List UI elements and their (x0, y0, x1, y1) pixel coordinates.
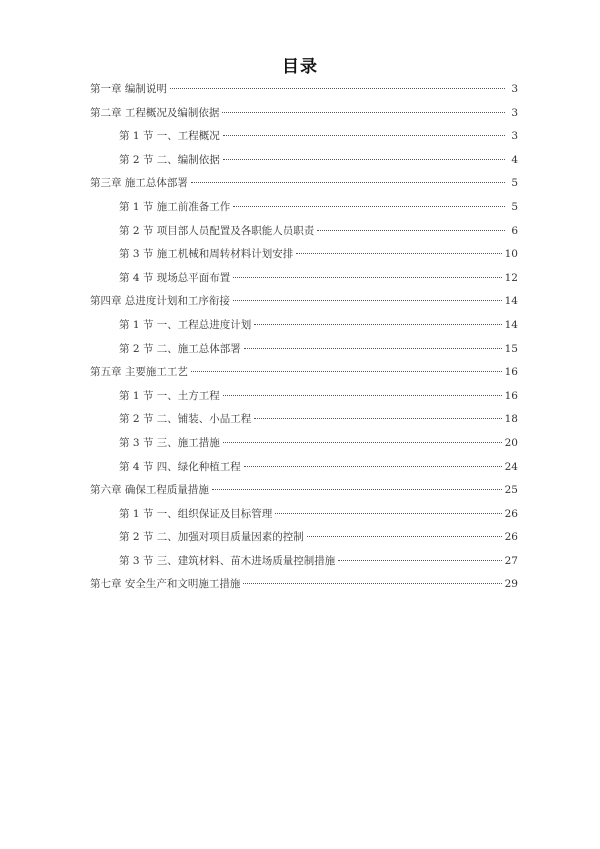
toc-page-number: 4 (511, 153, 518, 166)
toc-section-entry[interactable] (90, 316, 518, 340)
dot-leader (223, 159, 505, 160)
dot-leader (233, 300, 502, 301)
toc-entry-label: 第七章 安全生产和文明施工措施 (90, 578, 241, 591)
toc-page-number: 16 (504, 389, 518, 402)
toc-page-number: 5 (511, 200, 518, 213)
toc-section-entry[interactable] (90, 505, 518, 529)
dot-leader (223, 442, 502, 443)
dot-leader (296, 253, 501, 254)
toc-page-number: 26 (504, 507, 518, 520)
toc-entry-label: 第二章 工程概况及编制依据 (90, 106, 220, 119)
dot-leader (307, 536, 502, 537)
toc-list (90, 80, 518, 599)
toc-entry-label: 第 1 节 一、工程概况 (119, 130, 220, 143)
dot-leader (191, 371, 502, 372)
toc-chapter-entry[interactable] (90, 80, 518, 104)
dot-leader (222, 112, 505, 113)
toc-page-number: 3 (511, 130, 518, 143)
toc-entry-label: 第一章 编制说明 (90, 83, 167, 95)
dot-leader (275, 513, 501, 514)
dot-leader (254, 324, 501, 325)
toc-chapter-entry[interactable] (90, 292, 518, 316)
toc-page-number: 6 (511, 224, 518, 237)
toc-chapter-entry[interactable] (90, 363, 518, 387)
toc-page-number: 14 (504, 318, 518, 331)
toc-page-number: 24 (504, 460, 518, 473)
toc-entry-label: 第 1 节 一、土方工程 (119, 389, 220, 402)
toc-section-entry[interactable] (90, 340, 518, 364)
toc-page-number: 5 (511, 177, 518, 190)
toc-page-number: 16 (504, 366, 518, 379)
dot-leader (170, 88, 505, 89)
toc-page-number: 29 (504, 578, 518, 591)
toc-title: 目录 (282, 57, 318, 77)
toc-section-entry[interactable] (90, 222, 518, 246)
toc-page-number: 3 (511, 106, 518, 119)
toc-entry-label: 第三章 施工总体部署 (90, 177, 188, 190)
toc-entry-label: 第 1 节 一、组织保证及目标管理 (119, 507, 273, 520)
toc-page-number: 3 (511, 83, 518, 95)
dot-leader (244, 348, 502, 349)
dot-leader (212, 489, 502, 490)
toc-entry-label: 第六章 确保工程质量措施 (90, 484, 209, 497)
toc-section-entry[interactable] (90, 198, 518, 222)
toc-chapter-entry[interactable] (90, 174, 518, 198)
toc-page-number: 14 (504, 295, 518, 308)
toc-entry-label: 第 3 节 三、建筑材料、苗木进场质量控制措施 (119, 554, 336, 567)
toc-page-number: 26 (504, 531, 518, 544)
dot-leader (223, 395, 502, 396)
toc-page-number: 15 (504, 342, 518, 355)
toc-entry-label: 第 2 节 二、编制依据 (119, 153, 220, 166)
dot-leader (254, 418, 501, 419)
toc-page-number: 10 (504, 248, 518, 261)
toc-page-number: 12 (504, 271, 518, 284)
toc-entry-label: 第四章 总进度计划和工序衔接 (90, 295, 230, 308)
toc-section-entry[interactable] (90, 528, 518, 552)
toc-section-entry[interactable] (90, 151, 518, 175)
toc-section-entry[interactable] (90, 410, 518, 434)
toc-chapter-entry[interactable] (90, 481, 518, 505)
toc-chapter-entry[interactable] (90, 104, 518, 128)
dot-leader (243, 583, 501, 584)
toc-section-entry[interactable] (90, 127, 518, 151)
toc-chapter-entry[interactable] (90, 575, 518, 599)
dot-leader (191, 182, 505, 183)
dot-leader (338, 560, 501, 561)
toc-section-entry[interactable] (90, 552, 518, 576)
toc-page-number: 25 (504, 484, 518, 497)
toc-section-entry[interactable] (90, 458, 518, 482)
toc-entry-label: 第 4 节 现场总平面布置 (119, 271, 231, 284)
toc-entry-label: 第 2 节 二、施工总体部署 (119, 342, 241, 355)
toc-page-number: 18 (504, 413, 518, 426)
toc-entry-label: 第 2 节 二、铺装、小品工程 (119, 413, 252, 426)
toc-entry-label: 第 2 节 二、加强对项目质量因素的控制 (119, 531, 304, 544)
toc-entry-label: 第 2 节 项目部人员配置及各职能人员职责 (119, 224, 315, 237)
toc-entry-label: 第 1 节 施工前准备工作 (119, 200, 231, 213)
dot-leader (244, 466, 502, 467)
toc-entry-label: 第 4 节 四、绿化种植工程 (119, 460, 241, 473)
toc-page-number: 27 (504, 554, 518, 567)
toc-entry-label: 第 3 节 施工机械和周转材料计划安排 (119, 248, 294, 261)
toc-section-entry[interactable] (90, 269, 518, 293)
toc-section-entry[interactable] (90, 434, 518, 458)
dot-leader (233, 277, 501, 278)
toc-entry-label: 第 3 节 三、施工措施 (119, 436, 220, 449)
dot-leader (233, 206, 505, 207)
dot-leader (223, 135, 505, 136)
dot-leader (317, 230, 505, 231)
toc-entry-label: 第五章 主要施工工艺 (90, 366, 188, 379)
toc-section-entry[interactable] (90, 387, 518, 411)
toc-entry-label: 第 1 节 一、工程总进度计划 (119, 318, 252, 331)
toc-section-entry[interactable] (90, 245, 518, 269)
toc-page-number: 20 (504, 436, 518, 449)
